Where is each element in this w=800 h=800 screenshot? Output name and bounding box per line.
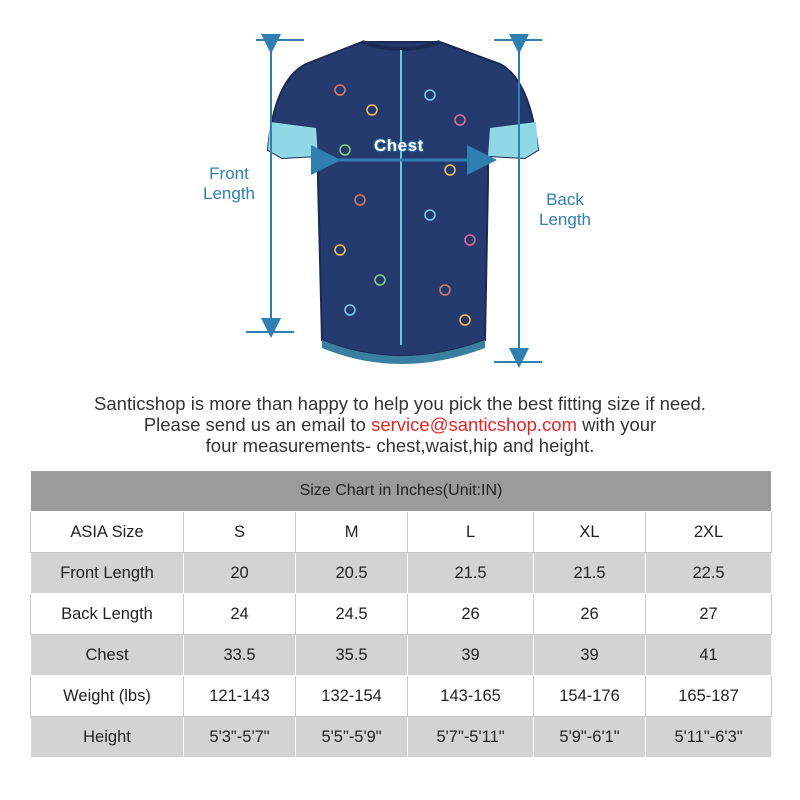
header-label: ASIA Size	[31, 512, 184, 553]
back-length-label-line2: Length	[539, 210, 591, 229]
table-title-row	[31, 471, 772, 512]
table-cell: 24.5	[296, 594, 408, 635]
table-row	[31, 553, 772, 594]
header-cell: L	[408, 512, 534, 553]
row-label: Height	[31, 717, 184, 758]
table-cell: 5'5"-5'9"	[296, 717, 408, 758]
jersey-illustration	[0, 0, 800, 380]
front-length-label-line2: Length	[203, 184, 255, 203]
table-row	[31, 635, 772, 676]
front-length-label-line1: Front	[209, 164, 249, 183]
intro-line1: Santicshop is more than happy to help you pick the best fitting size if need.	[94, 393, 706, 414]
table-cell: 143-165	[408, 676, 534, 717]
table-cell: 121-143	[184, 676, 296, 717]
jersey-figure	[0, 0, 800, 380]
table-cell: 5'3"-5'7"	[184, 717, 296, 758]
row-label: Chest	[31, 635, 184, 676]
intro-line3: four measurements- chest,waist,hip and height.	[205, 435, 595, 456]
table-cell: 35.5	[296, 635, 408, 676]
intro-text	[0, 393, 800, 456]
header-cell: 2XL	[646, 512, 772, 553]
back-length-label-line1: Back	[546, 190, 584, 209]
table-cell: 132-154	[296, 676, 408, 717]
table-cell: 41	[646, 635, 772, 676]
header-cell: M	[296, 512, 408, 553]
table-cell: 5'11"-6'3"	[646, 717, 772, 758]
jersey-shape	[268, 42, 538, 364]
table-cell: 5'9"-6'1"	[534, 717, 646, 758]
table-cell: 5'7"-5'11"	[408, 717, 534, 758]
table-cell: 20	[184, 553, 296, 594]
table-cell: 21.5	[408, 553, 534, 594]
row-label: Front Length	[31, 553, 184, 594]
table-cell: 22.5	[646, 553, 772, 594]
table-cell: 20.5	[296, 553, 408, 594]
table-cell: 39	[534, 635, 646, 676]
header-cell: S	[184, 512, 296, 553]
table-row	[31, 717, 772, 758]
table-cell: 27	[646, 594, 772, 635]
row-label: Weight (lbs)	[31, 676, 184, 717]
table-row	[31, 676, 772, 717]
table-cell: 39	[408, 635, 534, 676]
intro-line2	[0, 414, 800, 435]
back-length-label	[532, 190, 598, 230]
front-length-label	[196, 164, 262, 204]
table-cell: 165-187	[646, 676, 772, 717]
table-cell: 33.5	[184, 635, 296, 676]
intro-line2-prefix: Please send us an email to	[143, 414, 372, 435]
table-header-row	[31, 512, 772, 553]
table-cell: 154-176	[534, 676, 646, 717]
table-cell: 26	[534, 594, 646, 635]
table-cell: 24	[184, 594, 296, 635]
intro-line2-suffix: with your	[577, 414, 657, 435]
table-cell: 21.5	[534, 553, 646, 594]
chest-label: Chest	[374, 136, 424, 155]
email-link[interactable]: service@santicshop.com	[371, 414, 578, 435]
table-row	[31, 594, 772, 635]
table-title: Size Chart in Inches(Unit:IN)	[31, 471, 772, 512]
header-cell: XL	[534, 512, 646, 553]
row-label: Back Length	[31, 594, 184, 635]
size-chart-table	[30, 470, 772, 758]
table-cell: 26	[408, 594, 534, 635]
